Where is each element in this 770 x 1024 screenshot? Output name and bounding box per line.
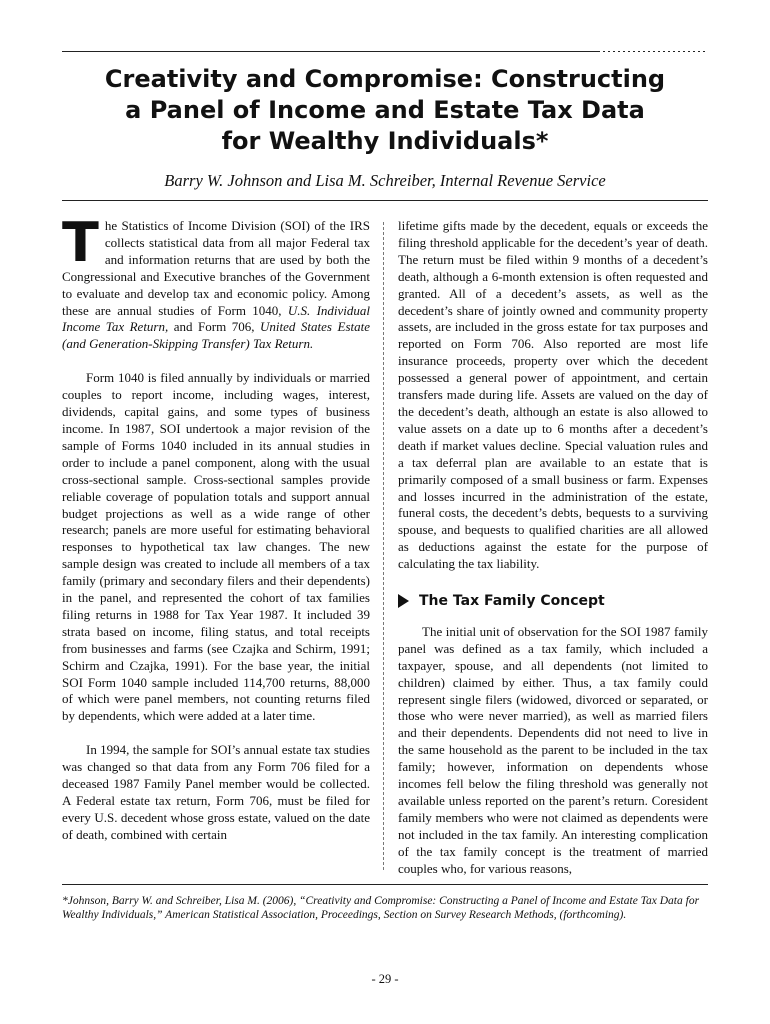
tax-family-paragraph: The initial unit of observation for the SOI 1987 family panel was defined as a tax family, which included a taxpayer, spouse, and all dependents (not limited to children) claimed by either. Thus, a tax family could represent single filers (widowed, divorced or separated, or those who were never married), as well as married filers and their dependents. Dependents did not need to live in the same household as the parent to be included in the tax family; however, information on dependents whose incomes fell below the filing threshold was generally not available unless reported on the parent’s return. Coresident family members who were not claimed as dependents were not included in the tax family. An interesting complication of the tax family concept is the treatment of married couples who, for various reasons,	[398, 623, 708, 876]
paper-title	[60, 64, 710, 157]
page-number: - 29 -	[371, 972, 399, 986]
footnote-rule	[62, 884, 708, 885]
author-line: Barry W. Johnson and Lisa M. Schreiber, Internal Revenue Service	[164, 171, 606, 190]
footnote: *Johnson, Barry W. and Schreiber, Lisa M. (2006), “Creativity and Compromise: Constructing a Panel of Income and Estate Tax Data for Wealthy Individuals,” American Statistical Association, Proceedings, Section on Survey Research Methods, (forthcoming).	[62, 895, 700, 921]
intro-text: he Statistics of Income Division (SOI) of the IRS collects statistical data from all major Federal tax and information returns that are used by both the Congressional and Executive branches of the Government to evaluate and develop tax and economic policy. Among these are annual studies of Form 1040,	[62, 218, 370, 318]
author-rule	[62, 200, 708, 201]
title-line-2: a Panel of Income and Estate Tax Data	[125, 96, 645, 124]
title-line-1: Creativity and Compromise: Constructing	[104, 65, 666, 93]
left-column	[62, 211, 371, 844]
form-1040-paragraph: Form 1040 is filed annually by individuals or married couples to report income, including wages, interest, dividends, capital gains, and some types of business income. In 1987, SOI undertook a major revision of the sample of Forms 1040 included in its annual studies in order to include a panel component, along with the usual cross-sectional sample. Cross-sectional samples provide reliable coverage of population totals and support annual budget projections as well as a wide range of other research; panels are more useful for estimating behavioral responses to hypothetical tax law changes. The new sample design was created to include all members of a tax family (primary and secondary filers and their dependents) in the panel, and represented the cohort of tax families filing returns in 1988 for Tax Year 1987. It included 39 strata based on income, filing status, and total receipts from businesses and farms (see Czajka and Schirm, 1991; Schirm and Czajka, 1991). For the base year, the initial SOI Form 1040 sample included 114,700 returns, 88,000 of which were panel members, not counting returns filed by dependents, which were added at a later time.	[62, 370, 370, 724]
right-column	[398, 218, 708, 878]
section-heading	[398, 593, 708, 610]
estate-tax-paragraph: lifetime gifts made by the decedent, equals or exceeds the filing threshold applicable for the decedent’s year of death. The return must be filed within 9 months of a decedent’s death, although a 6-month extension is often requested and granted. All of a decedent’s assets, as well as the decedent’s share of jointly owned and community property assets, are included in the gross estate for tax purposes and reported on Form 706. Also reported are most life insurance proceeds, property over which the decedent possessed a general power of appointment, and certain transfers made during life. Assets are valued on the day of the decedent’s death, although an estate is also allowed to value assets on a date up to 6 months after a decedent’s death if market values decline. Special valuation rules and a tax deferral plan are available to an estate that is primarily composed of a small business or farm. Expenses and losses incurred in the administration of the estate, funeral costs, the decedent’s debts, bequests to a surviving spouse, and bequests to qualified charities are all allowed as deductions against the estate for the purpose of calculating the tax liability.	[398, 218, 708, 572]
intro-paragraph	[62, 211, 371, 353]
form-1040-title: U.S. Individual Income Tax Return,	[62, 302, 371, 335]
title-line-3: for Wealthy Individuals*	[221, 127, 549, 155]
top-rule-dashed	[600, 51, 708, 52]
column-separator	[383, 222, 384, 870]
form-706-title: United States Estate (and Generation-Skipping Transfer) Tax Return.	[62, 319, 370, 352]
section-heading-text: The Tax Family Concept	[419, 593, 605, 610]
drop-cap: T	[62, 211, 99, 274]
section-arrow-icon	[398, 594, 409, 608]
estate-sample-paragraph: In 1994, the sample for SOI’s annual estate tax studies was changed so that data from any Form 706 filed for a deceased 1987 Family Panel member would be collected. A Federal estate tax return, Form 706, must be filed for every U.S. decedent whose gross estate, valued on the date of death, combined with certain	[62, 742, 370, 842]
intro-text-mid: and Form 706,	[168, 319, 261, 335]
